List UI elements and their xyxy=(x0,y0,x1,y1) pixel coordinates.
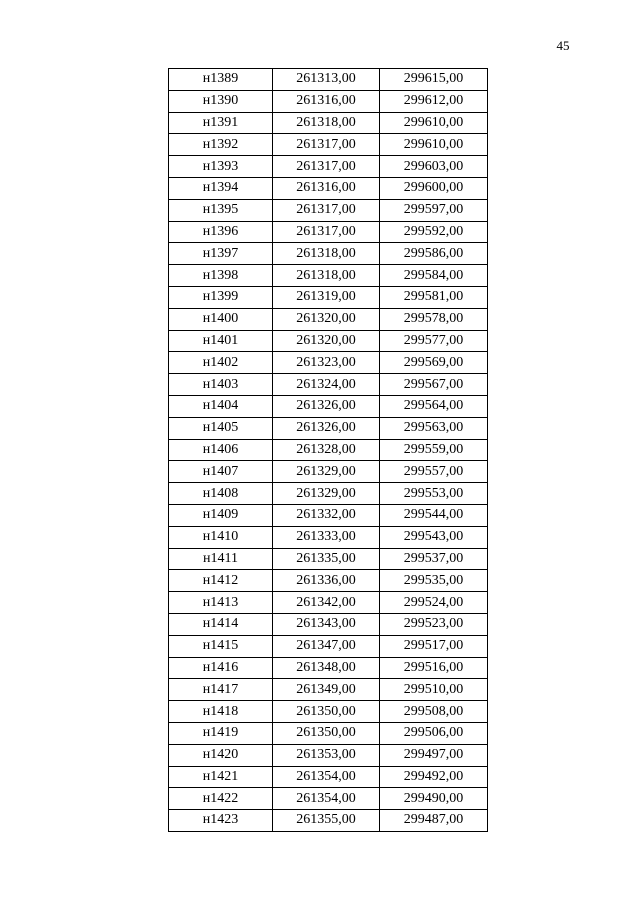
y-coordinate-cell: 299508,00 xyxy=(380,701,488,723)
point-name-cell: н1411 xyxy=(169,548,273,570)
table-row xyxy=(169,69,488,91)
table-row xyxy=(169,417,488,439)
table-row xyxy=(169,134,488,156)
table-row xyxy=(169,177,488,199)
table-row xyxy=(169,701,488,723)
point-name-cell: н1401 xyxy=(169,330,273,352)
table-row xyxy=(169,461,488,483)
y-coordinate-cell: 299559,00 xyxy=(380,439,488,461)
point-name-cell: н1403 xyxy=(169,374,273,396)
x-coordinate-cell: 261347,00 xyxy=(273,635,380,657)
y-coordinate-cell: 299506,00 xyxy=(380,722,488,744)
x-coordinate-cell: 261342,00 xyxy=(273,592,380,614)
point-name-cell: н1416 xyxy=(169,657,273,679)
point-name-cell: н1407 xyxy=(169,461,273,483)
y-coordinate-cell: 299535,00 xyxy=(380,570,488,592)
point-name-cell: н1420 xyxy=(169,744,273,766)
table-row xyxy=(169,570,488,592)
table-row xyxy=(169,657,488,679)
point-name-cell: н1408 xyxy=(169,483,273,505)
x-coordinate-cell: 261318,00 xyxy=(273,243,380,265)
point-name-cell: н1413 xyxy=(169,592,273,614)
point-name-cell: н1406 xyxy=(169,439,273,461)
y-coordinate-cell: 299586,00 xyxy=(380,243,488,265)
point-name-cell: н1396 xyxy=(169,221,273,243)
y-coordinate-cell: 299592,00 xyxy=(380,221,488,243)
point-name-cell: н1397 xyxy=(169,243,273,265)
x-coordinate-cell: 261319,00 xyxy=(273,286,380,308)
point-name-cell: н1399 xyxy=(169,286,273,308)
x-coordinate-cell: 261317,00 xyxy=(273,221,380,243)
page-number: 45 xyxy=(556,38,570,53)
y-coordinate-cell: 299569,00 xyxy=(380,352,488,374)
y-coordinate-cell: 299578,00 xyxy=(380,308,488,330)
point-name-cell: н1404 xyxy=(169,395,273,417)
point-name-cell: н1410 xyxy=(169,526,273,548)
y-coordinate-cell: 299492,00 xyxy=(380,766,488,788)
y-coordinate-cell: 299615,00 xyxy=(380,69,488,91)
point-name-cell: н1417 xyxy=(169,679,273,701)
table-row xyxy=(169,352,488,374)
x-coordinate-cell: 261336,00 xyxy=(273,570,380,592)
x-coordinate-cell: 261313,00 xyxy=(273,69,380,91)
table-row xyxy=(169,788,488,810)
y-coordinate-cell: 299557,00 xyxy=(380,461,488,483)
table-row xyxy=(169,679,488,701)
coordinates-table xyxy=(168,68,488,832)
y-coordinate-cell: 299510,00 xyxy=(380,679,488,701)
x-coordinate-cell: 261328,00 xyxy=(273,439,380,461)
x-coordinate-cell: 261348,00 xyxy=(273,657,380,679)
table-row xyxy=(169,308,488,330)
point-name-cell: н1392 xyxy=(169,134,273,156)
x-coordinate-cell: 261316,00 xyxy=(273,177,380,199)
table-row xyxy=(169,221,488,243)
table-row xyxy=(169,613,488,635)
table-row xyxy=(169,548,488,570)
table-row xyxy=(169,156,488,178)
coordinates-table-body xyxy=(169,69,488,832)
y-coordinate-cell: 299543,00 xyxy=(380,526,488,548)
x-coordinate-cell: 261317,00 xyxy=(273,199,380,221)
x-coordinate-cell: 261335,00 xyxy=(273,548,380,570)
x-coordinate-cell: 261326,00 xyxy=(273,395,380,417)
y-coordinate-cell: 299516,00 xyxy=(380,657,488,679)
y-coordinate-cell: 299603,00 xyxy=(380,156,488,178)
table-row xyxy=(169,199,488,221)
x-coordinate-cell: 261355,00 xyxy=(273,810,380,832)
table-row xyxy=(169,766,488,788)
point-name-cell: н1405 xyxy=(169,417,273,439)
table-row xyxy=(169,395,488,417)
table-row xyxy=(169,330,488,352)
y-coordinate-cell: 299487,00 xyxy=(380,810,488,832)
y-coordinate-cell: 299490,00 xyxy=(380,788,488,810)
y-coordinate-cell: 299517,00 xyxy=(380,635,488,657)
y-coordinate-cell: 299544,00 xyxy=(380,504,488,526)
x-coordinate-cell: 261350,00 xyxy=(273,722,380,744)
y-coordinate-cell: 299537,00 xyxy=(380,548,488,570)
y-coordinate-cell: 299610,00 xyxy=(380,112,488,134)
table-row xyxy=(169,722,488,744)
point-name-cell: н1419 xyxy=(169,722,273,744)
y-coordinate-cell: 299563,00 xyxy=(380,417,488,439)
y-coordinate-cell: 299612,00 xyxy=(380,90,488,112)
y-coordinate-cell: 299584,00 xyxy=(380,265,488,287)
point-name-cell: н1398 xyxy=(169,265,273,287)
point-name-cell: н1402 xyxy=(169,352,273,374)
x-coordinate-cell: 261326,00 xyxy=(273,417,380,439)
y-coordinate-cell: 299581,00 xyxy=(380,286,488,308)
x-coordinate-cell: 261329,00 xyxy=(273,483,380,505)
x-coordinate-cell: 261317,00 xyxy=(273,156,380,178)
point-name-cell: н1423 xyxy=(169,810,273,832)
table-row xyxy=(169,592,488,614)
table-row xyxy=(169,243,488,265)
x-coordinate-cell: 261316,00 xyxy=(273,90,380,112)
point-name-cell: н1394 xyxy=(169,177,273,199)
x-coordinate-cell: 261343,00 xyxy=(273,613,380,635)
point-name-cell: н1400 xyxy=(169,308,273,330)
x-coordinate-cell: 261354,00 xyxy=(273,788,380,810)
y-coordinate-cell: 299610,00 xyxy=(380,134,488,156)
table-row xyxy=(169,744,488,766)
y-coordinate-cell: 299567,00 xyxy=(380,374,488,396)
point-name-cell: н1412 xyxy=(169,570,273,592)
point-name-cell: н1390 xyxy=(169,90,273,112)
point-name-cell: н1391 xyxy=(169,112,273,134)
table-row xyxy=(169,810,488,832)
point-name-cell: н1422 xyxy=(169,788,273,810)
table-row xyxy=(169,265,488,287)
x-coordinate-cell: 261323,00 xyxy=(273,352,380,374)
x-coordinate-cell: 261350,00 xyxy=(273,701,380,723)
table-row xyxy=(169,483,488,505)
y-coordinate-cell: 299523,00 xyxy=(380,613,488,635)
x-coordinate-cell: 261324,00 xyxy=(273,374,380,396)
point-name-cell: н1395 xyxy=(169,199,273,221)
point-name-cell: н1409 xyxy=(169,504,273,526)
x-coordinate-cell: 261333,00 xyxy=(273,526,380,548)
x-coordinate-cell: 261353,00 xyxy=(273,744,380,766)
x-coordinate-cell: 261349,00 xyxy=(273,679,380,701)
x-coordinate-cell: 261320,00 xyxy=(273,308,380,330)
x-coordinate-cell: 261317,00 xyxy=(273,134,380,156)
table-row xyxy=(169,635,488,657)
y-coordinate-cell: 299497,00 xyxy=(380,744,488,766)
y-coordinate-cell: 299597,00 xyxy=(380,199,488,221)
table-row xyxy=(169,526,488,548)
y-coordinate-cell: 299564,00 xyxy=(380,395,488,417)
y-coordinate-cell: 299553,00 xyxy=(380,483,488,505)
table-row xyxy=(169,374,488,396)
table-row xyxy=(169,286,488,308)
point-name-cell: н1414 xyxy=(169,613,273,635)
point-name-cell: н1393 xyxy=(169,156,273,178)
point-name-cell: н1389 xyxy=(169,69,273,91)
table-row xyxy=(169,504,488,526)
y-coordinate-cell: 299577,00 xyxy=(380,330,488,352)
point-name-cell: н1415 xyxy=(169,635,273,657)
point-name-cell: н1421 xyxy=(169,766,273,788)
table-row xyxy=(169,90,488,112)
x-coordinate-cell: 261354,00 xyxy=(273,766,380,788)
y-coordinate-cell: 299600,00 xyxy=(380,177,488,199)
x-coordinate-cell: 261329,00 xyxy=(273,461,380,483)
y-coordinate-cell: 299524,00 xyxy=(380,592,488,614)
table-row xyxy=(169,439,488,461)
x-coordinate-cell: 261318,00 xyxy=(273,112,380,134)
x-coordinate-cell: 261332,00 xyxy=(273,504,380,526)
point-name-cell: н1418 xyxy=(169,701,273,723)
x-coordinate-cell: 261318,00 xyxy=(273,265,380,287)
table-row xyxy=(169,112,488,134)
x-coordinate-cell: 261320,00 xyxy=(273,330,380,352)
